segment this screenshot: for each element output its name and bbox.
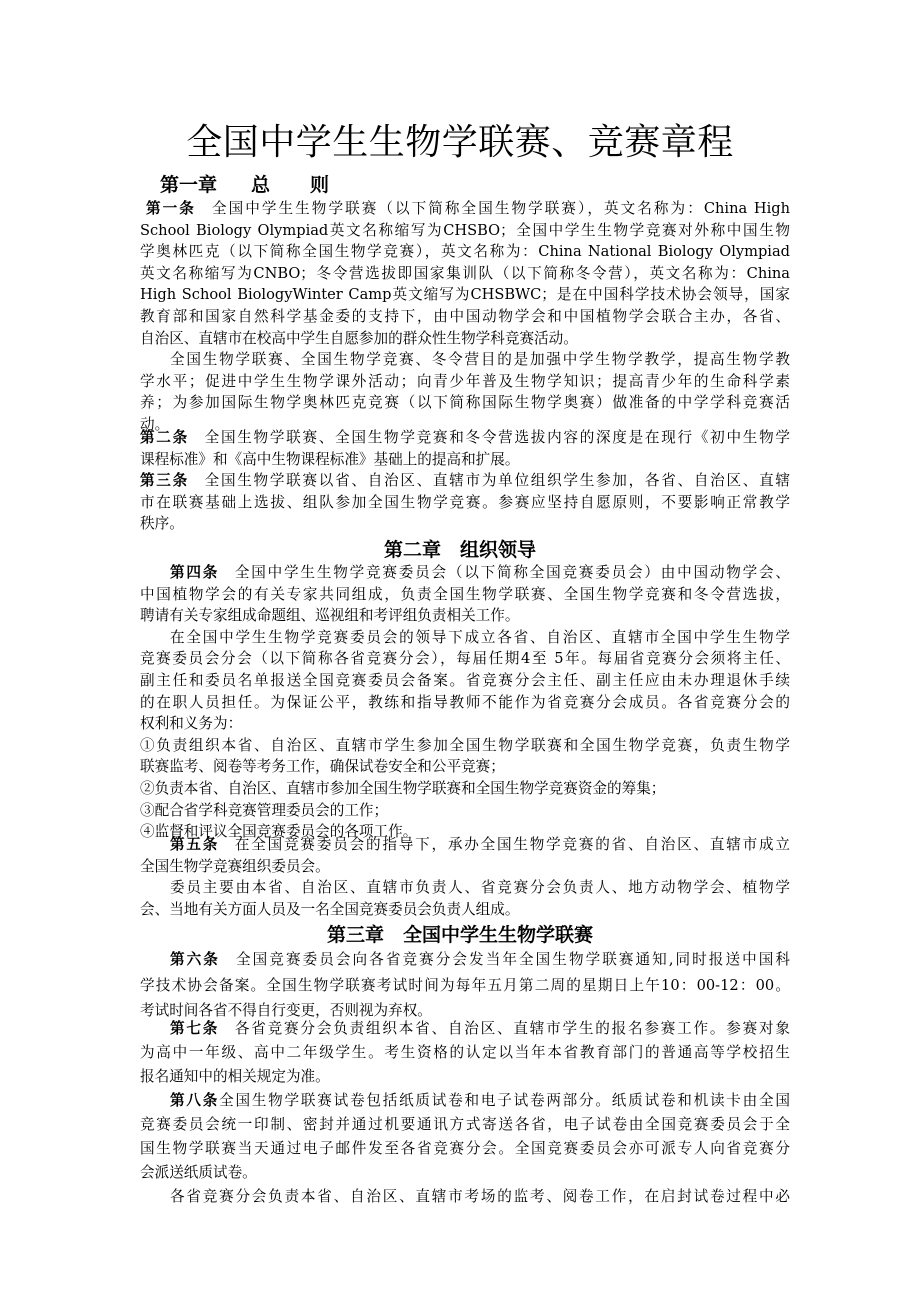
article-line: 的在职人员担任。为保证公平，教练和指导教师不能作为省竞赛分会成员。各省竞赛分会的 xyxy=(140,693,790,711)
chapter-1-title-part2: 则 xyxy=(310,174,330,196)
article-label: 第五条 xyxy=(170,836,220,853)
article-line: 学奥林匹克（以下简称全国生物学竞赛），英文名称为：China National Biology Olympiad xyxy=(140,243,790,261)
article-line: High School BiologyWinter Camp英文缩写为CHSBWC；是在中国科学技术协会领导，国家 xyxy=(140,286,790,304)
article-line: 动。 xyxy=(140,415,170,433)
chapter-1-number: 第一章 xyxy=(160,174,218,196)
article-line: 第七条 各省竞赛分会负责组织本省、自治区、直辖市学生的报名参赛工作。参赛对象 xyxy=(170,1020,790,1037)
article-line: 第四条 全国中学生生物学竞赛委员会（以下简称全国竞赛委员会）由中国动物学会、 xyxy=(170,564,790,581)
article-line: 各省竞赛分会负责本省、自治区、直辖市考场的监考、阅卷工作，在启封试卷过程中必 xyxy=(170,1188,790,1205)
article-line: School Biology Olympiad英文名称缩写为CHSBO；全国中学生生物学竞赛对外称中国生物 xyxy=(140,221,790,239)
article-line: 中国植物学会的有关专家共同组成，负责全国生物学联赛、全国生物学竞赛和冬令营选拔， xyxy=(140,585,790,603)
article-line: 全国生物学联赛、全国生物学竞赛、冬令营目的是加强中学生物学教学，提高生物学教 xyxy=(170,351,790,369)
article-line: 第二条 全国生物学联赛、全国生物学竞赛和冬令营选拔内容的深度是在现行《初中生物学 xyxy=(140,429,790,446)
article-line: 考试时间各省不得自行变更，否则视为弃权。 xyxy=(140,1002,432,1019)
list-item: 联赛监考、阅卷等考务工作，确保试卷安全和公平竞赛； xyxy=(140,758,505,776)
article-line: 自治区、直辖市在校高中学生自愿参加的群众性生物学科竞赛活动。 xyxy=(140,329,578,347)
article-3 xyxy=(140,470,790,535)
article-line: 国生物学联赛当天通过电子邮件发至各省竞赛分会。全国竞赛委员会亦可派专人向省竞赛分 xyxy=(140,1140,790,1157)
article-line: 竞赛委员会分会（以下简称各省竞赛分会），每届任期4至 5年。每届省竞赛分会须将主任、 xyxy=(140,650,790,668)
article-line: 聘请有关专家组成命题组、巡视组和考评组负责相关工作。 xyxy=(140,607,520,625)
article-line: 第五条 在全国竞赛委员会的指导下，承办全国生物学竞赛的省、自治区、直辖市成立 xyxy=(170,836,790,853)
article-line: 委员主要由本省、自治区、直辖市负责人、省竞赛分会负责人、地方动物学会、植物学 xyxy=(170,879,790,897)
article-line: 教育部和国家自然科学基金委的支持下，由中国动物学会和中国植物学会联合主办，各省、 xyxy=(140,307,790,325)
article-1 xyxy=(146,198,790,220)
article-line: 学技术协会备案。全国生物学联赛考试时间为每年五月第二周的星期日上午10：00-12：00。 xyxy=(140,976,790,994)
article-label: 第七条 xyxy=(170,1020,220,1037)
article-line: 学水平；促进中学生生物学课外活动；向青少年普及生物学知识；提高青少年的生命科学素 xyxy=(140,372,790,390)
article-1-body xyxy=(140,220,790,436)
article-5 xyxy=(140,834,790,920)
article-line: 秩序。 xyxy=(140,515,184,533)
article-line: 权利和义务为： xyxy=(140,715,243,733)
article-line: 市在联赛基础上选拔、组队参加全国生物学竞赛。参赛应坚持自愿原则，不要影响正常教学 xyxy=(140,493,790,511)
article-7 xyxy=(140,1017,790,1089)
chapter-3-heading: 第三章 全国中学生生物学联赛 xyxy=(326,924,593,946)
article-line: 第一条 全国中学生生物学联赛（以下简称全国生物学联赛），英文名称为：China High xyxy=(146,200,790,217)
chapter-1-heading xyxy=(160,172,329,198)
article-line: 第六条 全国竞赛委员会向各省竞赛分会发当年全国生物学联赛通知,同时报送中国科 xyxy=(170,951,790,968)
article-line: 第三条 全国生物学联赛以省、自治区、直辖市为单位组织学生参加，各省、自治区、直辖 xyxy=(140,472,790,489)
article-line: 会派送纸质试卷。 xyxy=(140,1164,257,1181)
chapter-1-title-part1: 总 xyxy=(251,174,271,196)
article-label: 第一条 xyxy=(146,200,196,217)
article-line: 全国生物学竞赛组织委员会。 xyxy=(140,857,330,875)
article-line: 为高中一年级、高中二年级学生。考生资格的认定以当年本省教育部门的普通高等学校招生 xyxy=(140,1044,790,1061)
article-label: 第三条 xyxy=(140,472,189,489)
article-line: 会、当地有关方面人员及一名全国竞赛委员会负责人组成。 xyxy=(140,900,520,918)
article-8 xyxy=(140,1089,790,1209)
article-label: 第二条 xyxy=(140,429,189,446)
article-line: 英文名称缩写为CNBO；冬令营选拔即国家集训队（以下简称冬令营），英文名称为：China xyxy=(140,264,790,282)
article-4 xyxy=(140,562,790,843)
article-line: 课程标准》和《高中生物课程标准》基础上的提高和扩展。 xyxy=(140,450,520,468)
article-2 xyxy=(140,427,790,470)
article-label: 第四条 xyxy=(170,564,220,581)
article-line: 养；为参加国际生物学奥林匹克竞赛（以下简称国际生物学奥赛）做准备的中学学科竞赛活 xyxy=(140,394,790,412)
document-title: 全国中学生生物学联赛、竞赛章程 xyxy=(186,122,734,163)
article-line: 副主任和委员名单报送全国竞赛委员会备案。省竞赛分会主任、副主任应由未办理退休手续 xyxy=(140,671,790,689)
chapter-2-heading: 第二章 组织领导 xyxy=(383,539,536,561)
list-item: ②负责本省、自治区、直辖市参加全国生物学联赛和全国生物学竞赛资金的筹集； xyxy=(140,779,666,797)
article-line: 竞赛委员会统一印制、密封并通过机要通讯方式寄送各省，电子试卷由全国竞赛委员会于全 xyxy=(140,1116,790,1133)
article-line: 在全国中学生生物学竞赛委员会的领导下成立各省、自治区、直辖市全国中学生生物学 xyxy=(170,628,790,646)
list-item: ④监督和评议全国竞赛委员会的各项工作。 xyxy=(140,823,418,841)
list-item: ①负责组织本省、自治区、直辖市学生参加全国生物学联赛和全国生物学竞赛，负责生物学 xyxy=(140,736,790,754)
article-label: 第八条 xyxy=(170,1092,220,1109)
article-label: 第六条 xyxy=(170,951,220,968)
article-line: 报名通知中的相关规定为准。 xyxy=(140,1068,330,1085)
article-line: 第八条全国生物学联赛试卷包括纸质试卷和电子试卷两部分。纸质试卷和机读卡由全国 xyxy=(170,1092,790,1109)
list-item: ③配合省学科竞赛管理委员会的工作； xyxy=(140,801,389,819)
article-6 xyxy=(140,947,790,1024)
